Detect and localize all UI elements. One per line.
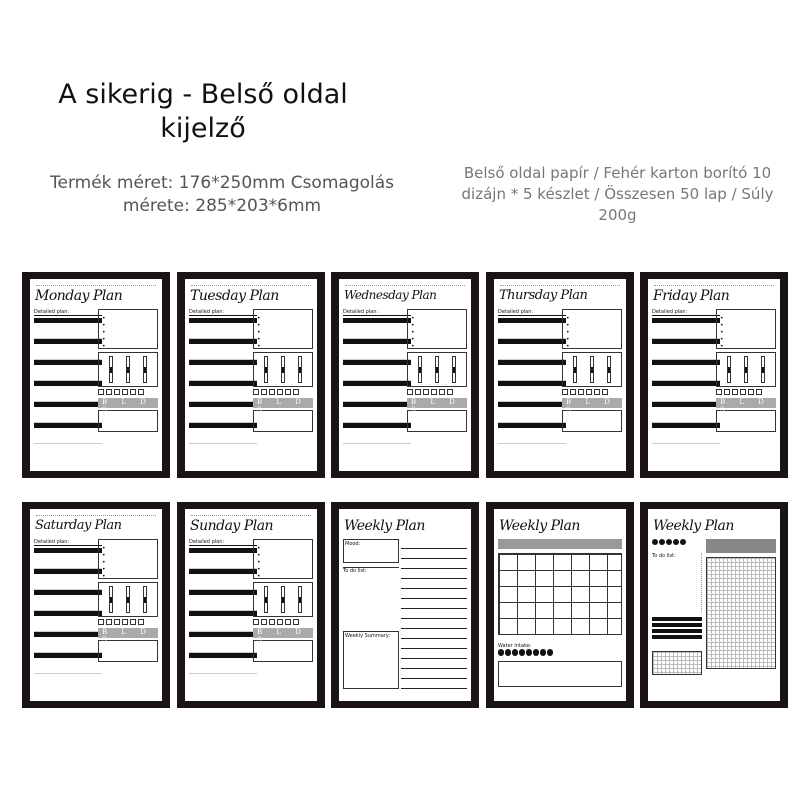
- detailed-label: Detailed plan:: [34, 539, 102, 546]
- precautions-column: • • • • • B L D S: [562, 309, 622, 432]
- page-card-weekly-3: [640, 502, 788, 708]
- product-title: [18, 78, 388, 148]
- plan-title: Tuesday Plan: [190, 288, 279, 304]
- detailed-label: Detailed plan:: [498, 309, 566, 316]
- plan-title: Saturday Plan: [35, 518, 122, 533]
- weekly-summary: Weekly Summary:: [343, 631, 399, 689]
- water-intake: [498, 643, 622, 657]
- planner-page: [494, 509, 626, 701]
- mood-circles: [652, 539, 702, 547]
- page-card-monday: [22, 272, 170, 478]
- mood-box: Mood:: [343, 539, 399, 563]
- detailed-plan: [34, 309, 102, 444]
- plan-title: Weekly Plan: [344, 518, 425, 534]
- ruled-lines: [401, 539, 467, 689]
- quote: [36, 463, 156, 467]
- weekly-layout-b: [498, 539, 622, 687]
- planner-page: [648, 279, 780, 471]
- plan-title: Sunday Plan: [190, 518, 274, 534]
- detailed-plan: [652, 309, 720, 444]
- progress-bars: [652, 617, 702, 647]
- todo-list: To do list:: [343, 567, 399, 627]
- page-card-friday: [640, 272, 788, 478]
- paper-line-3: 200g: [598, 206, 637, 224]
- size-line-2: mérete: 285*203*6mm: [122, 196, 322, 216]
- page-card-thursday: [486, 272, 634, 478]
- paper-line-2: dizájn * 5 készlet / Összesen 50 lap / Súly: [461, 185, 774, 203]
- todo-list: To do list:: [652, 553, 702, 613]
- precautions-column: • • • • • B L D S: [407, 309, 467, 432]
- page-card-weekly-1: [331, 502, 479, 708]
- detailed-label: Detailed plan:: [652, 309, 720, 316]
- calendar-grid: [498, 553, 622, 635]
- precautions-box: • • • • •: [98, 309, 158, 349]
- precautions-column: • • • • • B L D S: [253, 309, 313, 432]
- water-label: Water intake:: [498, 643, 532, 649]
- mood-boxes: [98, 389, 158, 395]
- detailed-label: Detailed plan:: [34, 309, 102, 316]
- notes-box: [498, 661, 622, 687]
- target-banner: [706, 539, 776, 553]
- product-size-info: [22, 172, 422, 218]
- plan-title: Weekly Plan: [653, 518, 734, 534]
- planner-page: [30, 509, 162, 701]
- plan-title: Weekly Plan: [499, 518, 580, 534]
- meal-bar: B L D S: [98, 398, 158, 408]
- plan-title: Wednesday Plan: [344, 288, 437, 302]
- detailed-plan: [34, 539, 102, 674]
- planner-page: [185, 279, 317, 471]
- size-line-1: Termék méret: 176*250mm Csomagolás: [49, 173, 395, 193]
- page-card-weekly-2: [486, 502, 634, 708]
- page-card-wednesday: [331, 272, 479, 478]
- page-card-sunday: [177, 502, 325, 708]
- planner-page: [30, 279, 162, 471]
- summary-grid: [652, 651, 702, 675]
- planner-page: [339, 279, 471, 471]
- detailed-label: Detailed plan:: [189, 309, 257, 316]
- weekly-layout-c: [652, 539, 776, 687]
- progress-bars: [98, 352, 158, 387]
- precautions-column: • • • • • B L D S: [253, 539, 313, 662]
- meal-bar: B L D S: [407, 398, 467, 408]
- precautions-column: • • • • • B L D S: [716, 309, 776, 432]
- title-line-1: A sikerig - Belső oldal: [58, 79, 348, 110]
- calendar-header: [498, 539, 622, 549]
- detailed-plan: [343, 309, 411, 444]
- meal-bar: B L D S: [253, 398, 313, 408]
- meal-bar: B L D S: [562, 398, 622, 408]
- plan-title: Monday Plan: [35, 288, 123, 304]
- meal-bar: B L D S: [98, 628, 158, 638]
- meal-bar: B L D S: [253, 628, 313, 638]
- paper-line-1: Belső oldal papír / Fehér karton borító 10: [463, 164, 772, 182]
- page-card-tuesday: [177, 272, 325, 478]
- detailed-plan: [498, 309, 566, 444]
- planner-page: [648, 509, 780, 701]
- plan-title: Friday Plan: [653, 288, 730, 304]
- planner-page: [339, 509, 471, 701]
- detailed-plan: [189, 309, 257, 444]
- precautions-column: • • • • • B L D S: [98, 539, 158, 662]
- plan-title: Thursday Plan: [499, 288, 588, 303]
- detailed-label: Detailed plan:: [343, 309, 411, 316]
- date-line: [36, 282, 156, 286]
- planner-page: [185, 509, 317, 701]
- paper-info: [425, 163, 800, 226]
- meal-bar: B L D S: [716, 398, 776, 408]
- weekly-layout-a: [343, 539, 467, 687]
- detailed-plan: [189, 539, 257, 674]
- page-card-saturday: [22, 502, 170, 708]
- precautions-column: [98, 309, 158, 432]
- planner-page: [494, 279, 626, 471]
- grid-paper: [706, 557, 776, 669]
- detailed-label: Detailed plan:: [189, 539, 257, 546]
- title-line-2: kijelző: [160, 113, 246, 144]
